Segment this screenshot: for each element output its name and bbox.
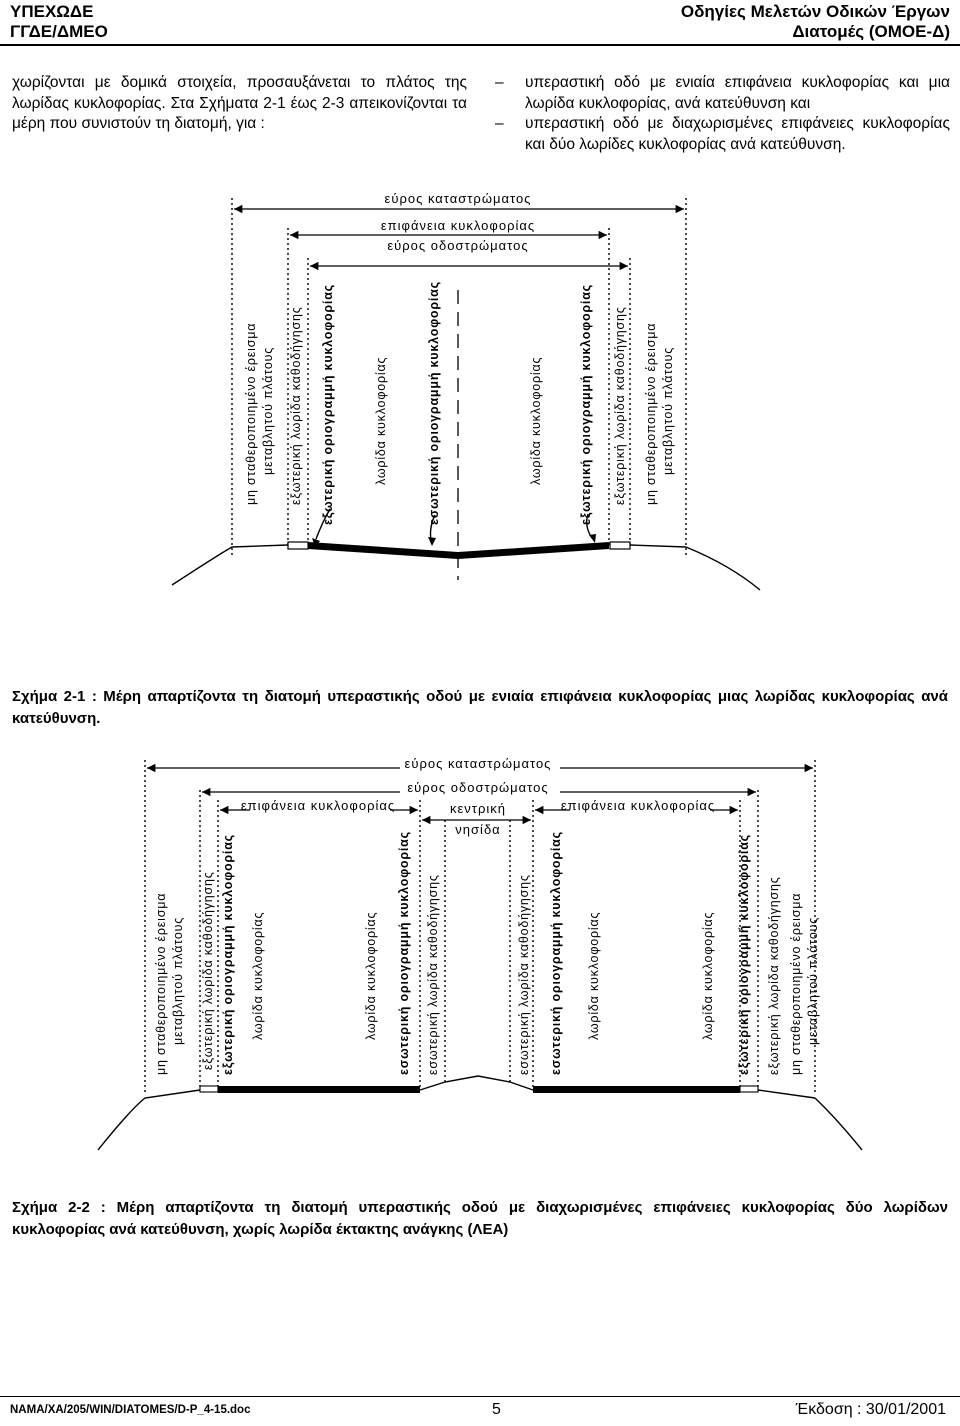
footer-doc-path: NAMA/XA/205/WIN/DIATOMES/D-P_4-15.doc — [10, 1404, 251, 1416]
header-title-line1: Οδηγίες Μελετών Οδικών Έργων — [680, 2, 950, 21]
footer-divider — [0, 1396, 960, 1397]
bullet-dash: – — [495, 74, 504, 91]
label-inner-edge-line: εσωτερική οριογραμμή κυκλοφορίας — [427, 281, 441, 525]
label-unpaved-shoulder-right: μη σταθεροποιημένο έρεισμα — [644, 322, 658, 505]
dim-traffic-surface-left: επιφάνεια κυκλοφορίας — [240, 798, 396, 813]
label-inner-guide-strip-left: εσωτερική λωρίδα καθοδήγησης — [426, 874, 440, 1075]
bullet-text: υπεραστική οδό με ενιαία επιφάνεια κυκλοφορίας και μια λωρίδα κυκλοφορίας, ανά κατεύθυνση και — [525, 74, 950, 112]
label-outer-guide-strip-right: εξωτερική λωρίδα καθοδήγησης — [767, 876, 781, 1075]
header-org — [10, 2, 108, 42]
footer-page-number: 5 — [492, 1401, 501, 1418]
label-outer-guide-strip-left: εξωτερική λωρίδα καθοδήγησης — [201, 871, 215, 1070]
dim-pavement-width: εύρος οδοστρώματος — [387, 238, 529, 253]
label-traffic-lane-4: λωρίδα κυκλοφορίας — [701, 911, 715, 1040]
label-outer-guide-strip-right: εξωτερική λωρίδα καθοδήγησης — [613, 306, 627, 505]
dim-central-median-line1: κεντρική — [450, 801, 506, 816]
label-unpaved-shoulder-right: μη σταθεροποιημένο έρεισμα — [789, 892, 803, 1075]
label-traffic-lane-left: λωρίδα κυκλοφορίας — [374, 356, 388, 485]
label-variable-width-right: μεταβλητού πλάτους — [661, 346, 675, 475]
footer-edition: Έκδοση : 30/01/2001 — [795, 1401, 946, 1418]
header-divider — [0, 44, 960, 46]
bullet-item — [495, 73, 950, 114]
label-traffic-lane-2: λωρίδα κυκλοφορίας — [364, 911, 378, 1040]
dim-formation-width: εύρος καταστρώματος — [384, 191, 532, 206]
dim-traffic-surface-right: επιφάνεια κυκλοφορίας — [560, 798, 716, 813]
bullet-text: υπεραστική οδό με διαχωρισμένες επιφάνειες κυκλοφορίας και δύο λωρίδες κυκλοφορίας ανά κατεύθυνση. — [525, 115, 950, 153]
label-traffic-lane-right: λωρίδα κυκλοφορίας — [529, 356, 543, 485]
label-outer-edge-line-left: εξωτερική οριογραμμή κυκλοφορίας — [321, 284, 335, 525]
label-variable-width-left: μεταβλητού πλάτους — [261, 346, 275, 475]
label-traffic-lane-3: λωρίδα κυκλοφορίας — [587, 911, 601, 1040]
label-variable-width-left: μεταβλητού πλάτους — [171, 916, 185, 1045]
dim-traffic-surface: επιφάνεια κυκλοφορίας — [380, 218, 536, 233]
header-title — [681, 2, 950, 42]
bullet-item — [495, 114, 950, 155]
label-unpaved-shoulder-left: μη σταθεροποιημένο έρεισμα — [154, 892, 168, 1075]
figure-2-1-caption: Σχήμα 2-1 : Μέρη απαρτίζοντα τη διατομή υπεραστικής οδού με ενιαία επιφάνεια κυκλοφορίας μιας λωρίδας κυκλοφορίας ανά κατεύθυνση. — [12, 688, 948, 727]
header-org-line2: ΓΓΔΕ/ΔΜΕΟ — [10, 22, 108, 41]
figure-2-2-caption: Σχήμα 2-2 : Μέρη απαρτίζοντα τη διατομή υπεραστικής οδού με διαχωρισμένες επιφάνειες κυκλοφορίας δύο λωρίδων κυκλοφορίας ανά κατεύθυνση, χωρίς λωρίδα έκτακτης ανάγκης (ΛΕΑ) — [12, 1199, 948, 1238]
label-inner-guide-strip-right: εσωτερική λωρίδα καθοδήγησης — [517, 874, 531, 1075]
dim-formation-width: εύρος καταστρώματος — [404, 756, 552, 771]
label-inner-edge-line-left: εσωτερική οριογραμμή κυκλοφορίας — [397, 831, 411, 1075]
header-org-line1: ΥΠΕΧΩΔΕ — [10, 2, 94, 21]
label-traffic-lane-1: λωρίδα κυκλοφορίας — [251, 911, 265, 1040]
label-outer-edge-line-right: εξωτερική οριογραμμή κυκλοφορίας — [579, 284, 593, 525]
label-unpaved-shoulder-left: μη σταθεροποιημένο έρεισμα — [244, 322, 258, 505]
label-outer-guide-strip-left: εξωτερική λωρίδα καθοδήγησης — [289, 306, 303, 505]
dim-pavement-width: εύρος οδοστρώματος — [407, 780, 549, 795]
label-outer-edge-line-left: εξωτερική οριογραμμή κυκλοφορίας — [221, 834, 235, 1075]
dim-central-median-line2: νησίδα — [455, 822, 501, 837]
header-title-line2: Διατομές (ΟΜΟΕ-Δ) — [792, 22, 950, 41]
label-outer-edge-line-right: εξωτερική οριογραμμή κυκλοφορίας — [737, 834, 751, 1075]
label-variable-width-right: μεταβλητού πλάτους — [806, 916, 820, 1045]
label-inner-edge-line-right: εσωτερική οριογραμμή κυκλοφορίας — [549, 831, 563, 1075]
intro-paragraph: χωρίζονται με δομικά στοιχεία, προσαυξάνεται το πλάτος της λωρίδας κυκλοφορίας. Στα Σχήματα 2-1 έως 2-3 απεικονίζονται τα μέρη που συνιστούν τη διατομή, για : — [12, 74, 467, 132]
intro-bullet-list — [495, 73, 950, 155]
bullet-dash: – — [495, 115, 504, 132]
figure-2-1-cross-section — [0, 185, 960, 685]
figure-2-2-cross-section — [0, 750, 960, 1170]
